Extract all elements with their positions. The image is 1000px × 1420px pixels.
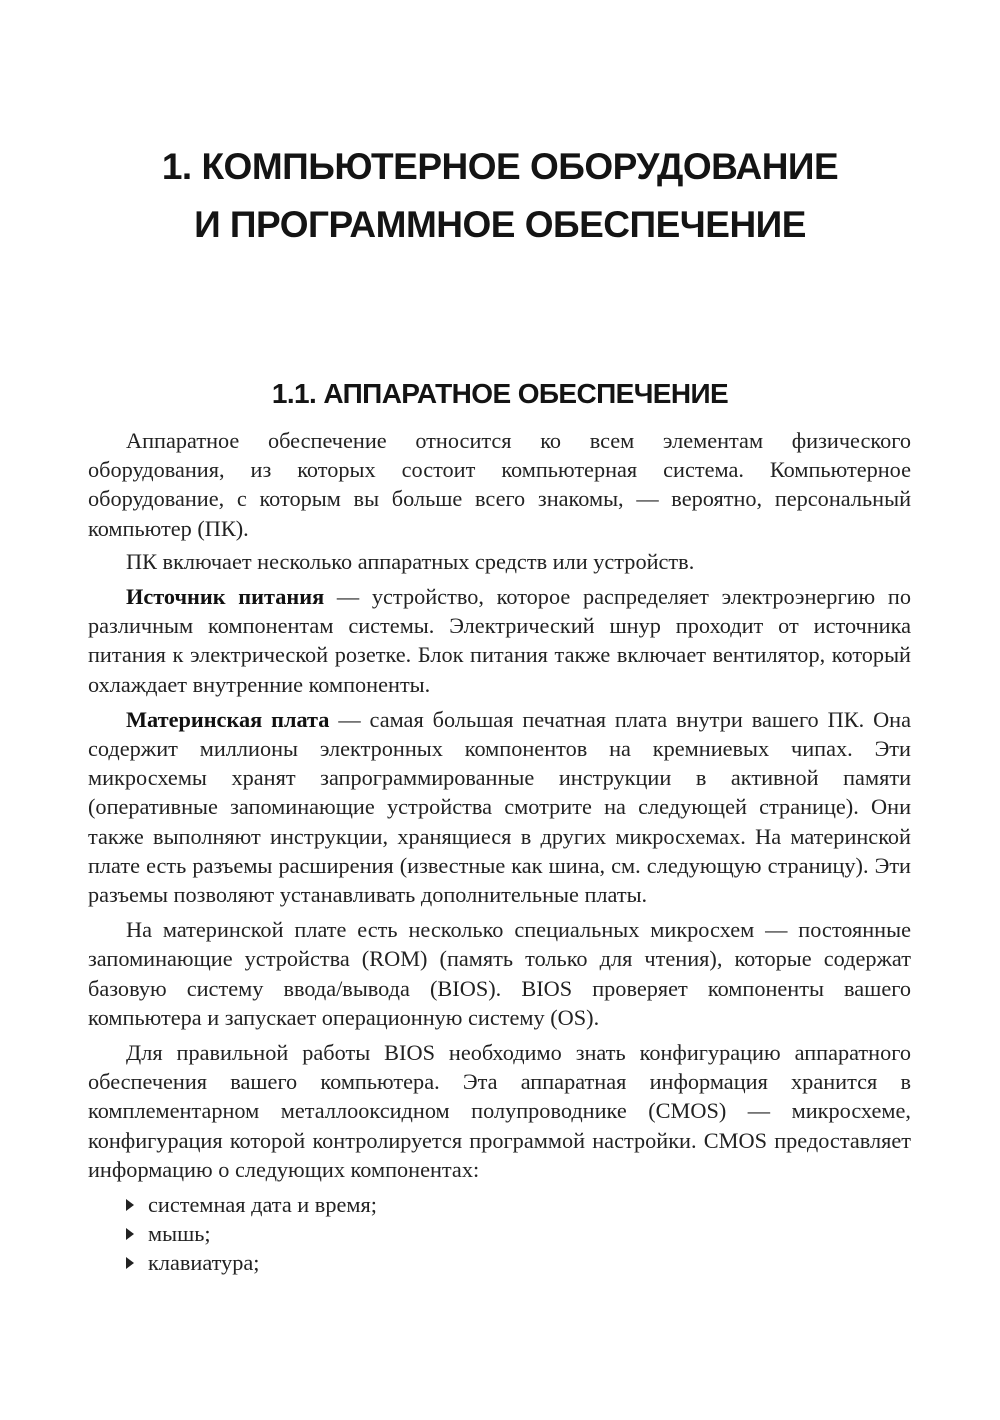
list-item [126, 1248, 911, 1277]
power-supply-description: — устройство, которое распределяет электроэнергию по различным компонентам системы. Электрический шнур проходит от источника питания к электрической розетке. Блок питания также включает вентилятор, который охлаждает внутренние компоненты. [88, 584, 911, 697]
paragraph-hardware-definition: Аппаратное обеспечение относится ко всем элементам физического оборудования, из которых состоит компьютерная система. Компьютерное оборудование, с которым вы больше всего знакомы, — вероятно, персональный компьютер (ПК). [88, 428, 911, 541]
term-power-supply: Источник питания [126, 584, 325, 610]
motherboard-description: — самая большая печатная плата внутри вашего ПК. Она содержит миллионы электронных компонентов на кремниевых чипах. Эти микросхемы хранят запрограммированные инструкции в активной памяти (оперативные запоминающие устройства смотрите на следующей странице). Они также выполняют инструкции, хранящиеся в других микросхемах. На материнской плате есть разъемы расширения (известные как шина, см. следующую страницу). Эти разъемы позволяют устанавливать дополнительные платы. [88, 706, 911, 908]
paragraph-motherboard [88, 705, 911, 909]
section-title: 1.1. АППАРАТНОЕ ОБЕСПЕЧЕНИЕ [271, 378, 729, 409]
triangle-bullet-icon [126, 1257, 134, 1269]
paragraph-power-supply [88, 582, 911, 699]
chapter-title-line-2: И ПРОГРАММНОЕ ОБЕСПЕЧЕНИЕ [194, 204, 806, 245]
term-motherboard: Материнская плата [126, 706, 330, 732]
chapter-title-line-1: 1. КОМПЬЮТЕРНОЕ ОБОРУДОВАНИЕ [161, 146, 839, 187]
triangle-bullet-icon [126, 1228, 134, 1240]
list-item [126, 1219, 911, 1248]
paragraph-cmos: Для правильной работы BIOS необходимо знать конфигурацию аппаратного обеспечения вашего компьютера. Эта аппаратная информация хранится в комплементарном металлооксидном полупроводнике (CMOS) — микросхеме, конфигурация которой контролируется программой настройки. CMOS предоставляет информацию о следующих компонентах: [88, 1040, 911, 1182]
list-item-text: системная дата и время; [148, 1192, 377, 1218]
body-text [88, 426, 911, 1278]
chapter-title [80, 138, 920, 254]
list-item-text: клавиатура; [148, 1250, 260, 1276]
triangle-bullet-icon [126, 1199, 134, 1211]
list-item-text: мышь; [148, 1221, 211, 1247]
paragraph-pc-devices: ПК включает несколько аппаратных средств или устройств. [126, 548, 695, 574]
list-item [126, 1190, 911, 1219]
paragraph-rom-bios: На материнской плате есть несколько специальных микросхем — постоянные запоминающие устройства (ROM) (память только для чтения), которые содержат базовую систему ввода/вывода (BIOS). BIOS проверяет компоненты вашего компьютера и запускает операционную систему (OS). [88, 917, 911, 1030]
cmos-components-list [88, 1190, 911, 1278]
